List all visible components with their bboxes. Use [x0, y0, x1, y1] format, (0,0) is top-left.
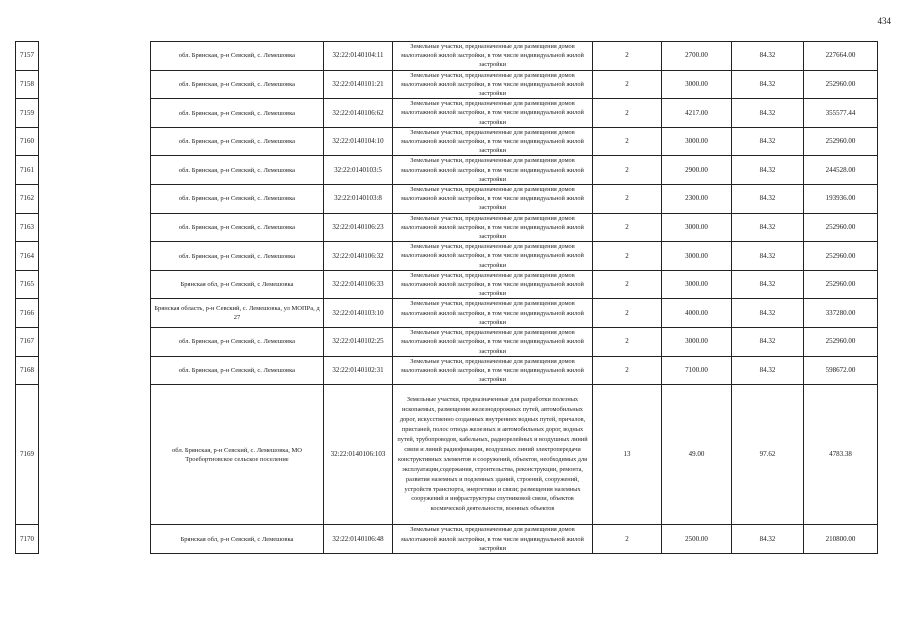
row-number-cell: 7170 [16, 525, 39, 554]
row-number-cell: 7158 [16, 70, 39, 99]
group-cell: 2 [593, 525, 662, 554]
row-number-cell: 7166 [16, 299, 39, 328]
specific-value-cell: 84.32 [732, 525, 804, 554]
table-row [16, 328, 878, 357]
address-cell: обл. Брянская, р-н Севский, с. Лемешовка [151, 42, 324, 71]
specific-value-cell: 84.32 [732, 156, 804, 185]
group-cell: 2 [593, 328, 662, 357]
specific-value-cell: 84.32 [732, 99, 804, 128]
land-use-cell: Земельные участки, предназначенные для размещения домов малоэтажной жилой застройки, в том числе индивидуальной жилой застройки [393, 328, 593, 357]
area-cell: 3000.00 [662, 270, 732, 299]
land-use-cell: Земельные участки, предназначенные для размещения домов малоэтажной жилой застройки, в том числе индивидуальной жилой застройки [393, 185, 593, 214]
row-number-cell: 7162 [16, 185, 39, 214]
address-cell: обл. Брянская, р-н Севский, с. Лемешовка [151, 99, 324, 128]
address-cell: обл. Брянская, р-н Севский, с. Лемешовка [151, 356, 324, 385]
area-cell: 2900.00 [662, 156, 732, 185]
cadastral-number-cell: 32:22:0140106:32 [324, 242, 393, 271]
land-use-cell: Земельные участки, предназначенные для размещения домов малоэтажной жилой застройки, в том числе индивидуальной жилой застройки [393, 42, 593, 71]
row-number-cell: 7159 [16, 99, 39, 128]
specific-value-cell: 84.32 [732, 299, 804, 328]
area-cell: 2500.00 [662, 525, 732, 554]
area-cell: 49.00 [662, 385, 732, 525]
cadastral-value-cell: 252960.00 [804, 242, 878, 271]
group-cell: 2 [593, 127, 662, 156]
row-number-cell: 7165 [16, 270, 39, 299]
row-number-cell: 7164 [16, 242, 39, 271]
row-number-cell: 7163 [16, 213, 39, 242]
area-cell: 4217.00 [662, 99, 732, 128]
address-cell: Брянская обл, р-н Севский, с Лемешовка [151, 525, 324, 554]
land-use-cell: Земельные участки, предназначенные для размещения домов малоэтажной жилой застройки, в том числе индивидуальной жилой застройки [393, 299, 593, 328]
group-cell: 2 [593, 70, 662, 99]
table-body [16, 42, 878, 554]
table-row [16, 156, 878, 185]
area-cell: 3000.00 [662, 328, 732, 357]
cadastral-number-cell: 32:22:0140103:10 [324, 299, 393, 328]
land-use-cell: Земельные участки, предназначенные для размещения домов малоэтажной жилой застройки, в том числе индивидуальной жилой застройки [393, 70, 593, 99]
group-cell: 2 [593, 299, 662, 328]
table-row [16, 70, 878, 99]
cadastral-value-cell: 252960.00 [804, 328, 878, 357]
specific-value-cell: 84.32 [732, 42, 804, 71]
land-use-cell: Земельные участки, предназначенные для размещения домов малоэтажной жилой застройки, в том числе индивидуальной жилой застройки [393, 242, 593, 271]
cadastral-value-table [15, 41, 878, 554]
cadastral-value-cell: 252960.00 [804, 127, 878, 156]
area-cell: 3000.00 [662, 127, 732, 156]
cadastral-value-cell: 4783.38 [804, 385, 878, 525]
gap-cell [39, 213, 151, 242]
table-row [16, 356, 878, 385]
table-row [16, 525, 878, 554]
table-row [16, 42, 878, 71]
area-cell: 3000.00 [662, 213, 732, 242]
gap-cell [39, 299, 151, 328]
land-use-cell: Земельные участки, предназначенные для размещения домов малоэтажной жилой застройки, в том числе индивидуальной жилой застройки [393, 525, 593, 554]
cadastral-value-cell: 252960.00 [804, 270, 878, 299]
specific-value-cell: 84.32 [732, 328, 804, 357]
gap-cell [39, 525, 151, 554]
gap-cell [39, 270, 151, 299]
cadastral-number-cell: 32:22:0140104:11 [324, 42, 393, 71]
row-number-cell: 7168 [16, 356, 39, 385]
group-cell: 2 [593, 213, 662, 242]
address-cell: обл. Брянская, р-н Севский, с. Лемешовка [151, 127, 324, 156]
land-use-cell: Земельные участки, предназначенные для разработки полезных ископаемых, размещения железнодорожных путей, автомобильных дорог, искусственно созданных внутренних водных путей, причалов, пристаней, полос отвода железных и автомобильных дорог, водных путей, трубопроводов, кабельных, радиорелейных и воздушных линий связи и линий радиофикации, воздушных линий электропередачи конструктивных элементов и сооружений, объектов, необходимых для эксплуатации,содержания, строительства, реконструкции, ремонта, развития наземных и подземных зданий, строений, сооружений, устройств транспорта, энергетики и связи; размещения наземных сооружений и инфраструктуры спутниковой связи, объектов космической деятельности, военных объектов [393, 385, 593, 525]
gap-cell [39, 242, 151, 271]
cadastral-number-cell: 32:22:0140102:31 [324, 356, 393, 385]
row-number-cell: 7160 [16, 127, 39, 156]
land-use-cell: Земельные участки, предназначенные для размещения домов малоэтажной жилой застройки, в том числе индивидуальной жилой застройки [393, 270, 593, 299]
row-number-cell: 7169 [16, 385, 39, 525]
area-cell: 7100.00 [662, 356, 732, 385]
gap-cell [39, 356, 151, 385]
gap-cell [39, 328, 151, 357]
cadastral-number-cell: 32:22:0140103:5 [324, 156, 393, 185]
row-number-cell: 7161 [16, 156, 39, 185]
cadastral-value-cell: 252960.00 [804, 213, 878, 242]
cadastral-number-cell: 32:22:0140104:10 [324, 127, 393, 156]
table-row [16, 299, 878, 328]
gap-cell [39, 156, 151, 185]
cadastral-value-cell: 598672.00 [804, 356, 878, 385]
cadastral-value-cell: 244528.00 [804, 156, 878, 185]
cadastral-number-cell: 32:22:0140106:62 [324, 99, 393, 128]
cadastral-number-cell: 32:22:0140102:25 [324, 328, 393, 357]
group-cell: 2 [593, 185, 662, 214]
cadastral-number-cell: 32:22:0140101:21 [324, 70, 393, 99]
group-cell: 13 [593, 385, 662, 525]
table-row [16, 385, 878, 525]
cadastral-number-cell: 32:22:0140106:23 [324, 213, 393, 242]
specific-value-cell: 84.32 [732, 242, 804, 271]
address-cell: обл. Брянская, р-н Севский, с. Лемешовка [151, 156, 324, 185]
specific-value-cell: 84.32 [732, 185, 804, 214]
specific-value-cell: 97.62 [732, 385, 804, 525]
table-row [16, 213, 878, 242]
specific-value-cell: 84.32 [732, 127, 804, 156]
address-cell: обл. Брянская, р-н Севский, с. Лемешовка, МО Троебортновское сельское поселение [151, 385, 324, 525]
cadastral-value-cell: 355577.44 [804, 99, 878, 128]
row-number-cell: 7157 [16, 42, 39, 71]
group-cell: 2 [593, 99, 662, 128]
cadastral-number-cell: 32:22:0140103:8 [324, 185, 393, 214]
gap-cell [39, 99, 151, 128]
land-use-cell: Земельные участки, предназначенные для размещения домов малоэтажной жилой застройки, в том числе индивидуальной жилой застройки [393, 156, 593, 185]
specific-value-cell: 84.32 [732, 213, 804, 242]
gap-cell [39, 185, 151, 214]
table-row [16, 270, 878, 299]
group-cell: 2 [593, 42, 662, 71]
specific-value-cell: 84.32 [732, 70, 804, 99]
address-cell: обл. Брянская, р-н Севский, с. Лемешовка [151, 213, 324, 242]
area-cell: 2300.00 [662, 185, 732, 214]
cadastral-value-cell: 337280.00 [804, 299, 878, 328]
area-cell: 3000.00 [662, 242, 732, 271]
address-cell: Брянская область, р-н Севский, с. Лемешовка, ул МОПРа, д 27 [151, 299, 324, 328]
cadastral-value-cell: 227664.00 [804, 42, 878, 71]
cadastral-value-cell: 210800.00 [804, 525, 878, 554]
land-use-cell: Земельные участки, предназначенные для размещения домов малоэтажной жилой застройки, в том числе индивидуальной жилой застройки [393, 127, 593, 156]
group-cell: 2 [593, 156, 662, 185]
table-row [16, 127, 878, 156]
cadastral-value-cell: 193936.00 [804, 185, 878, 214]
page-number: 434 [877, 16, 891, 26]
address-cell: обл. Брянская, р-н Севский, с. Лемешовка [151, 328, 324, 357]
cadastral-value-cell: 252960.00 [804, 70, 878, 99]
area-cell: 3000.00 [662, 70, 732, 99]
group-cell: 2 [593, 356, 662, 385]
cadastral-number-cell: 32:22:0140106:103 [324, 385, 393, 525]
land-use-cell: Земельные участки, предназначенные для размещения домов малоэтажной жилой застройки, в том числе индивидуальной жилой застройки [393, 99, 593, 128]
table-row [16, 99, 878, 128]
group-cell: 2 [593, 242, 662, 271]
address-cell: обл. Брянская, р-н Севский, с. Лемешовка [151, 70, 324, 99]
area-cell: 4000.00 [662, 299, 732, 328]
cadastral-number-cell: 32:22:0140106:33 [324, 270, 393, 299]
area-cell: 2700.00 [662, 42, 732, 71]
land-use-cell: Земельные участки, предназначенные для размещения домов малоэтажной жилой застройки, в том числе индивидуальной жилой застройки [393, 356, 593, 385]
gap-cell [39, 127, 151, 156]
cadastral-number-cell: 32:22:0140106:48 [324, 525, 393, 554]
gap-cell [39, 70, 151, 99]
specific-value-cell: 84.32 [732, 270, 804, 299]
gap-cell [39, 42, 151, 71]
specific-value-cell: 84.32 [732, 356, 804, 385]
table-row [16, 242, 878, 271]
address-cell: обл. Брянская, р-н Севский, с. Лемешовка [151, 185, 324, 214]
address-cell: обл. Брянская, р-н Севский, с. Лемешовка [151, 242, 324, 271]
gap-cell [39, 385, 151, 525]
address-cell: Брянская обл, р-н Севский, с Лемешовка [151, 270, 324, 299]
group-cell: 2 [593, 270, 662, 299]
row-number-cell: 7167 [16, 328, 39, 357]
land-use-cell: Земельные участки, предназначенные для размещения домов малоэтажной жилой застройки, в том числе индивидуальной жилой застройки [393, 213, 593, 242]
table-row [16, 185, 878, 214]
